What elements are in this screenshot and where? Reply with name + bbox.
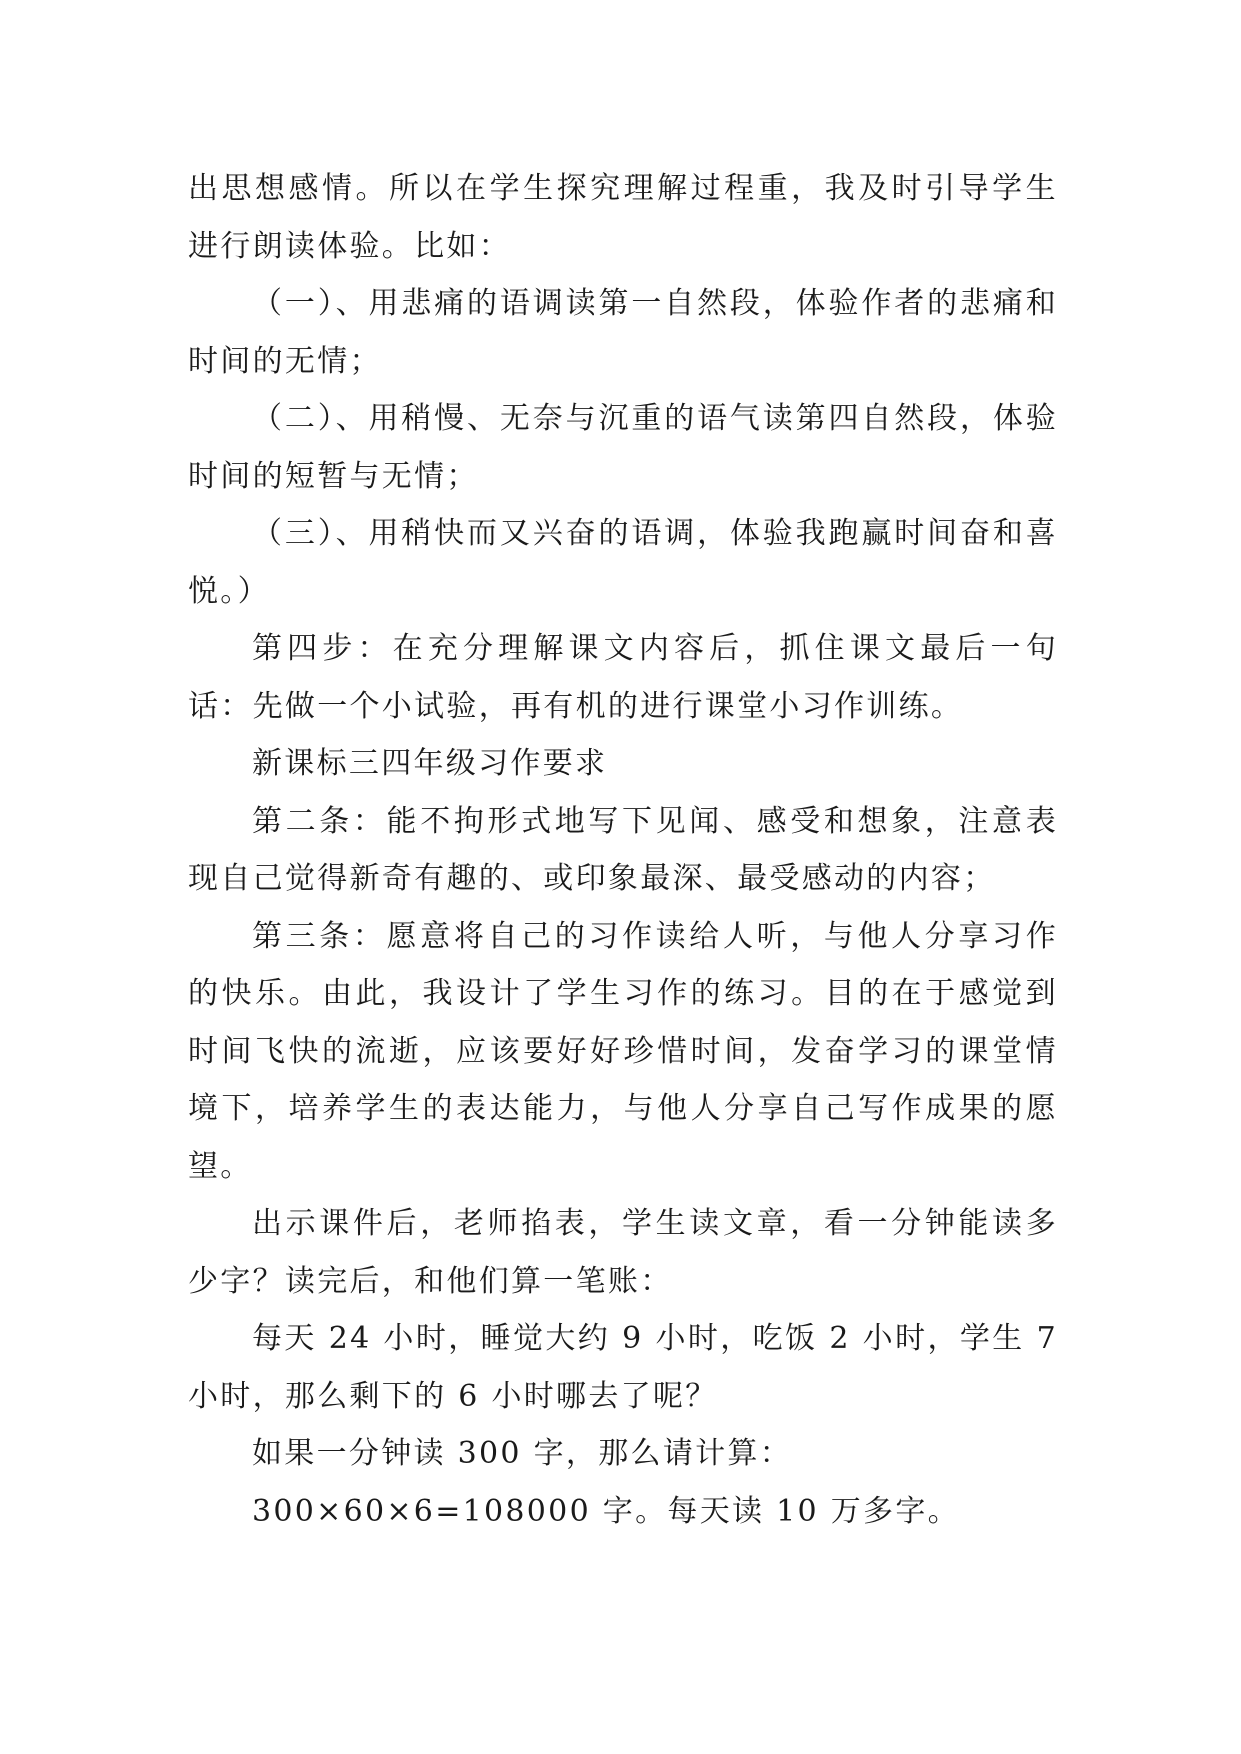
- paragraph-1: 出思想感情。所以在学生探究理解过程重，我及时引导学生进行朗读体验。比如：: [188, 171, 1058, 264]
- paragraph-10: 每天 24 小时，睡觉大约 9 小时，吃饭 2 小时，学生 7 小时，那么剩下的 6 小时哪去了呢？: [188, 1321, 1058, 1414]
- paragraph-9: 出示课件后，老师掐表，学生读文章，看一分钟能读多少字？读完后，和他们算一笔账：: [188, 1206, 1058, 1299]
- paragraph-7: 第二条：能不拘形式地写下见闻、感受和想象，注意表现自己觉得新奇有趣的、或印象最深、最受感动的内容；: [188, 803, 1058, 896]
- paragraph-3: （二）、用稍慢、无奈与沉重的语气读第四自然段，体验时间的短暂与无情；: [188, 401, 1058, 494]
- document-body: [188, 160, 1058, 1540]
- paragraph-6: 新课标三四年级习作要求: [252, 746, 608, 781]
- paragraph-4: （三）、用稍快而又兴奋的语调，体验我跑赢时间奋和喜悦。）: [188, 516, 1058, 609]
- paragraph-5: 第四步：在充分理解课文内容后，抓住课文最后一句话：先做一个小试验，再有机的进行课堂小习作训练。: [188, 631, 1058, 724]
- paragraph-12: 300×60×6=108000 字。每天读 10 万多字。: [252, 1493, 960, 1529]
- paragraph-11: 如果一分钟读 300 字，那么请计算：: [252, 1436, 793, 1471]
- paragraph-8: 第三条：愿意将自己的习作读给人听，与他人分享习作的快乐。由此，我设计了学生习作的练习。目的在于感觉到时间飞快的流逝，应该要好好珍惜时间，发奋学习的课堂情境下，培养学生的表达能力，与他人分享自己写作成果的愿望。: [188, 918, 1058, 1184]
- paragraph-2: （一）、用悲痛的语调读第一自然段，体验作者的悲痛和时间的无情；: [188, 286, 1058, 379]
